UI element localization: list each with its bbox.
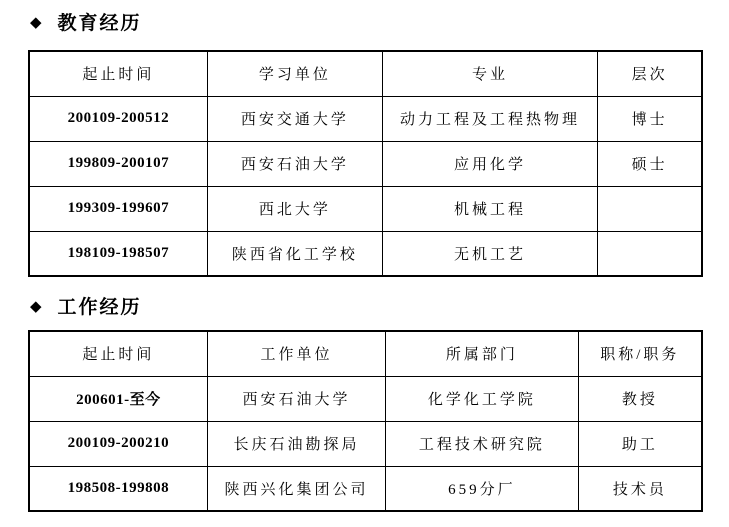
table-row	[29, 186, 702, 231]
table-cell: 199309-199607	[29, 186, 207, 231]
table-cell: 博士	[598, 96, 702, 141]
table-cell: 陕西省化工学校	[207, 231, 382, 276]
work-title-text: 工作经历	[57, 297, 142, 318]
column-header: 学习单位	[207, 51, 382, 96]
table-cell: 西北大学	[207, 186, 382, 231]
table-cell: 化学化工学院	[386, 376, 578, 421]
table-cell	[598, 231, 702, 276]
table-cell: 西安交通大学	[207, 96, 382, 141]
table-cell: 硕士	[598, 141, 702, 186]
column-header: 工作单位	[207, 331, 385, 376]
table-cell: 198109-198507	[29, 231, 207, 276]
table-cell: 工程技术研究院	[386, 421, 578, 466]
diamond-bullet-icon: ◆	[30, 296, 42, 315]
table-cell: 西安石油大学	[207, 376, 385, 421]
column-header: 起止时间	[29, 331, 207, 376]
column-header: 职称/职务	[578, 331, 702, 376]
table-cell: 无机工艺	[382, 231, 597, 276]
table-cell: 机械工程	[382, 186, 597, 231]
table-row	[29, 231, 702, 276]
header-row	[29, 331, 702, 376]
table-cell: 动力工程及工程热物理	[382, 96, 597, 141]
column-header: 专业	[382, 51, 597, 96]
table-cell: 199809-200107	[29, 141, 207, 186]
table-row	[29, 376, 702, 421]
table-cell: 西安石油大学	[207, 141, 382, 186]
work-experience-table	[28, 330, 703, 512]
table-cell: 陕西兴化集团公司	[207, 466, 385, 511]
table-cell	[598, 186, 702, 231]
table-row	[29, 141, 702, 186]
table-cell: 教授	[578, 376, 702, 421]
table-cell: 200109-200210	[29, 421, 207, 466]
table-cell: 200601-至今	[29, 376, 207, 421]
column-header: 层次	[598, 51, 702, 96]
header-row	[29, 51, 702, 96]
table-cell: 198508-199808	[29, 466, 207, 511]
table-row	[29, 96, 702, 141]
table-cell: 长庆石油勘探局	[207, 421, 385, 466]
education-title-text: 教育经历	[57, 13, 142, 34]
work-section-title	[30, 292, 142, 319]
table-cell: 659分厂	[386, 466, 578, 511]
table-cell: 200109-200512	[29, 96, 207, 141]
table-row	[29, 466, 702, 511]
education-section-title	[30, 8, 142, 35]
column-header: 起止时间	[29, 51, 207, 96]
table-cell: 助工	[578, 421, 702, 466]
diamond-bullet-icon: ◆	[30, 12, 42, 31]
table-cell: 应用化学	[382, 141, 597, 186]
table-cell: 技术员	[578, 466, 702, 511]
column-header: 所属部门	[386, 331, 578, 376]
table-row	[29, 421, 702, 466]
education-table	[28, 50, 703, 277]
